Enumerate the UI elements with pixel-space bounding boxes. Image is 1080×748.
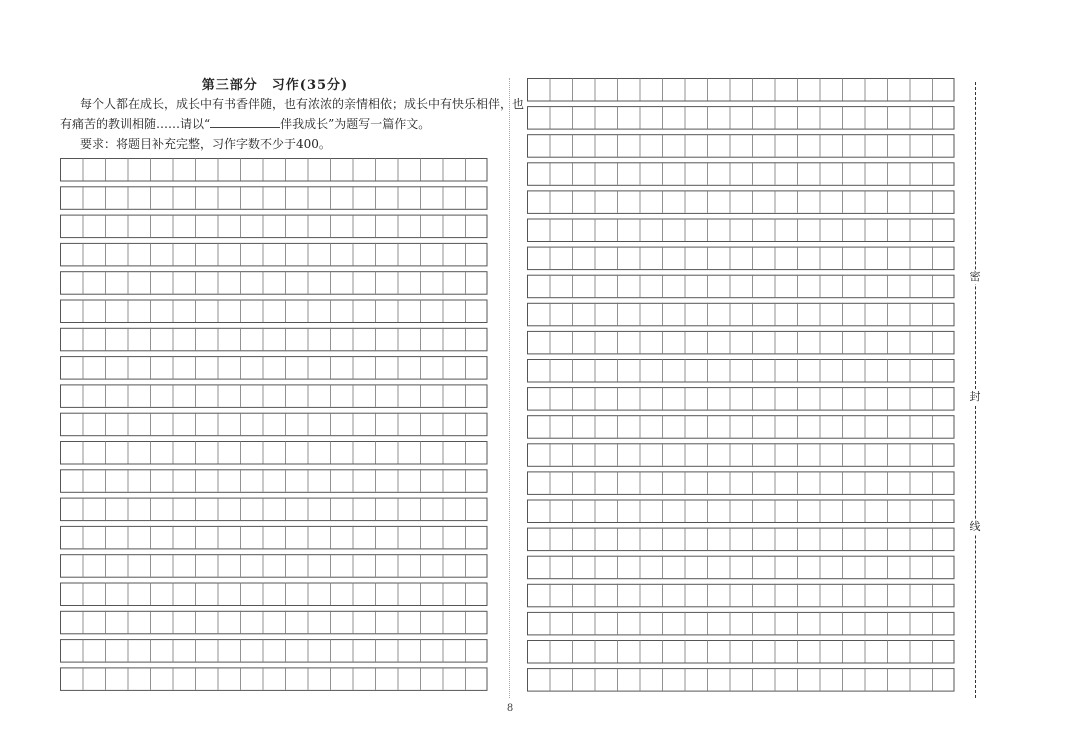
grid-row[interactable]: [61, 611, 488, 634]
grid-row[interactable]: [528, 388, 955, 411]
writing-grid-right-svg[interactable]: [527, 78, 955, 698]
grid-row[interactable]: [61, 413, 488, 436]
prompt-line-1: 每个人都在成长，成长中有书香伴随，也有浓浓的亲情相依；成长中有快乐相伴，也: [80, 97, 525, 111]
grid-row[interactable]: [61, 583, 488, 606]
grid-row[interactable]: [61, 526, 488, 549]
grid-row[interactable]: [528, 303, 955, 326]
grid-row[interactable]: [528, 669, 955, 692]
grid-row[interactable]: [528, 500, 955, 523]
prompt-line-2: [60, 114, 430, 134]
seal-char-xian: 线: [969, 520, 981, 533]
grid-row[interactable]: [528, 331, 955, 354]
grid-row[interactable]: [528, 135, 955, 158]
grid-row[interactable]: [61, 555, 488, 578]
grid-row[interactable]: [528, 556, 955, 579]
page-gutter: [509, 78, 510, 698]
grid-row[interactable]: [61, 159, 488, 182]
page-number: 8: [506, 703, 514, 714]
grid-row[interactable]: [528, 107, 955, 130]
requirement-text: 要求：将题目补充完整，习作字数不少于400。: [80, 137, 331, 151]
grid-row[interactable]: [61, 300, 488, 323]
grid-row[interactable]: [61, 640, 488, 663]
grid-row[interactable]: [61, 442, 488, 465]
grid-row[interactable]: [528, 191, 955, 214]
prompt-line-2-after: 伴我成长”为题写一篇作文。: [280, 117, 431, 131]
writing-grid-left[interactable]: [60, 158, 488, 696]
grid-row[interactable]: [528, 247, 955, 270]
grid-row[interactable]: [61, 243, 488, 266]
grid-row[interactable]: [61, 470, 488, 493]
grid-row[interactable]: [61, 498, 488, 520]
prompt-line-2-before: 有痛苦的教训相随……请以“: [60, 117, 211, 131]
grid-row[interactable]: [528, 472, 955, 495]
grid-row[interactable]: [528, 528, 955, 551]
grid-row[interactable]: [61, 215, 488, 238]
grid-row[interactable]: [61, 357, 488, 380]
grid-row[interactable]: [528, 444, 955, 467]
seal-char-feng: 封: [969, 390, 981, 403]
section-title: 第三部分 习作(35分): [201, 78, 349, 93]
grid-row[interactable]: [61, 385, 488, 408]
grid-row[interactable]: [528, 641, 955, 664]
grid-row[interactable]: [528, 163, 955, 186]
grid-row[interactable]: [61, 272, 488, 295]
grid-row[interactable]: [61, 187, 488, 210]
grid-row[interactable]: [528, 360, 955, 383]
writing-grid-right[interactable]: [527, 78, 955, 698]
grid-row[interactable]: [528, 275, 955, 298]
grid-row[interactable]: [528, 584, 955, 607]
grid-row[interactable]: [61, 328, 488, 351]
grid-row[interactable]: [61, 668, 488, 691]
grid-row[interactable]: [528, 219, 955, 242]
title-blank[interactable]: [210, 115, 280, 128]
grid-row[interactable]: [528, 416, 955, 439]
seal-char-mi: 密: [969, 270, 981, 283]
grid-row[interactable]: [528, 612, 955, 635]
grid-row[interactable]: [528, 79, 955, 102]
writing-grid-left-svg[interactable]: [60, 158, 488, 696]
